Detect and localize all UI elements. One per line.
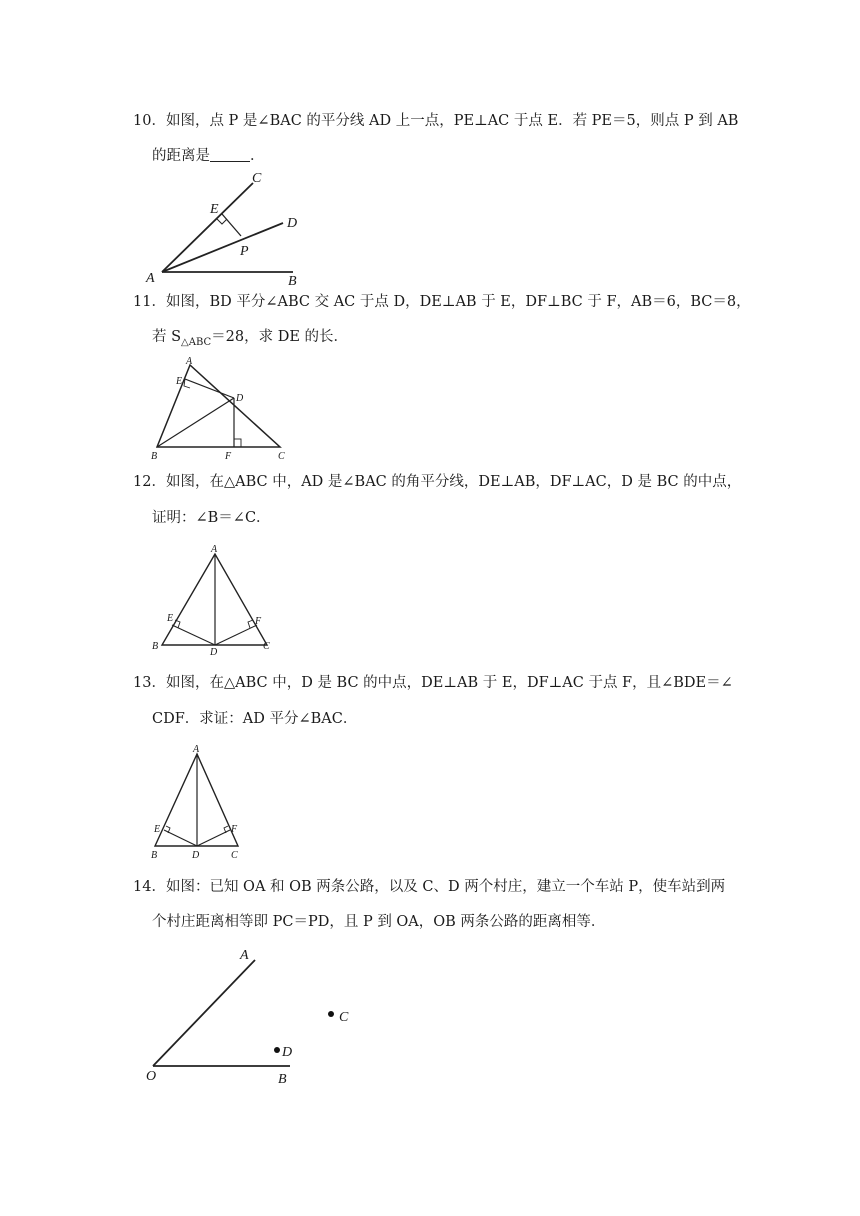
triangle-bisector-diagram	[145, 355, 305, 465]
problem-13-line-1	[133, 673, 733, 693]
label-A: A	[240, 948, 249, 963]
label-A: A	[186, 356, 193, 367]
village-d-point	[274, 1047, 280, 1053]
label-D: D	[236, 393, 244, 404]
label-D: D	[282, 1045, 293, 1060]
problem-12-figure	[145, 540, 285, 660]
problem-12-number: 12．	[133, 474, 166, 490]
problem-10-line-2	[152, 146, 265, 166]
label-A: A	[193, 744, 200, 755]
problem-14-text-2: 个村庄距离相等即 PC＝PD，且 P 到 OA，OB 两条公路的距离相等．	[152, 914, 606, 930]
label-F: F	[231, 824, 238, 835]
problem-10-period: ．	[250, 148, 265, 164]
label-C: C	[252, 171, 262, 186]
label-B: B	[288, 274, 297, 289]
label-E: E	[167, 613, 174, 624]
problem-12-text-1: 如图，在△ABC 中，AD 是∠BAC 的角平分线，DE⊥AB，DF⊥AC，D 是 BC 的中点，	[165, 474, 742, 490]
label-B: B	[278, 1072, 287, 1087]
problem-13-text-1: 如图，在△ABC 中，D 是 BC 的中点，DE⊥AB 于 E，DF⊥AC 于点 F，且∠BDE＝∠	[165, 675, 733, 691]
problem-14-line-2	[152, 912, 605, 932]
label-D: D	[210, 647, 218, 658]
problem-14-line-1	[133, 877, 725, 897]
label-E: E	[176, 376, 183, 387]
isosceles-triangle-diagram	[145, 540, 285, 660]
answer-blank[interactable]	[210, 147, 250, 162]
label-O: O	[146, 1069, 157, 1084]
problem-10-figure	[140, 165, 320, 290]
angle-bisector-diagram	[140, 165, 320, 290]
label-P: P	[240, 244, 249, 259]
midpoint-triangle-diagram	[145, 740, 255, 865]
problem-10-line-1	[133, 111, 738, 131]
label-A: A	[146, 271, 155, 286]
problem-11-text-2b: ＝28，求 DE 的长．	[211, 329, 349, 345]
problem-14-figure	[140, 940, 370, 1090]
problem-11-line-2	[152, 327, 348, 353]
label-D: D	[192, 850, 200, 861]
problem-12-line-2	[152, 508, 271, 528]
label-C: C	[278, 451, 285, 462]
problem-14-number: 14．	[133, 879, 166, 895]
label-E: E	[154, 824, 161, 835]
problem-10-text-1: 如图，点 P 是∠BAC 的平分线 AD 上一点，PE⊥AC 于点 E．若 PE＝5，则点 P 到 AB	[165, 113, 739, 129]
problem-11-subscript: △ABC	[181, 336, 212, 348]
problem-10-number: 10．	[133, 113, 166, 129]
label-E: E	[210, 202, 219, 217]
label-B: B	[151, 850, 158, 861]
label-F: F	[225, 451, 232, 462]
label-C: C	[263, 641, 270, 652]
label-C: C	[339, 1010, 349, 1025]
label-B: B	[151, 451, 158, 462]
problem-11-figure	[145, 355, 305, 465]
problem-14-text-1: 如图：已知 OA 和 OB 两条公路，以及 C、D 两个村庄，建立一个车站 P，使车站到两	[165, 879, 726, 895]
label-D: D	[287, 216, 298, 231]
problem-11-text-2a: 若 S	[152, 329, 182, 345]
problem-13-line-2	[152, 709, 357, 729]
label-C: C	[231, 850, 238, 861]
problem-11-line-1	[133, 292, 751, 312]
problem-11-number: 11．	[133, 294, 166, 310]
village-c-point	[328, 1011, 334, 1017]
label-B: B	[152, 641, 159, 652]
roads-villages-diagram	[140, 940, 370, 1090]
problem-13-figure	[145, 740, 255, 865]
problem-13-text-2: CDF．求证：AD 平分∠BAC．	[152, 711, 358, 727]
problem-13-number: 13．	[133, 675, 166, 691]
problem-11-text-1: 如图，BD 平分∠ABC 交 AC 于点 D，DE⊥AB 于 E，DF⊥BC 于 F，AB＝6，BC＝8，	[165, 294, 751, 310]
problem-10-text-2: 的距离是	[152, 148, 210, 164]
problem-12-text-2: 证明：∠B＝∠C．	[152, 510, 271, 526]
problem-12-line-1	[133, 472, 741, 492]
label-F: F	[255, 616, 262, 627]
label-A: A	[211, 544, 218, 555]
